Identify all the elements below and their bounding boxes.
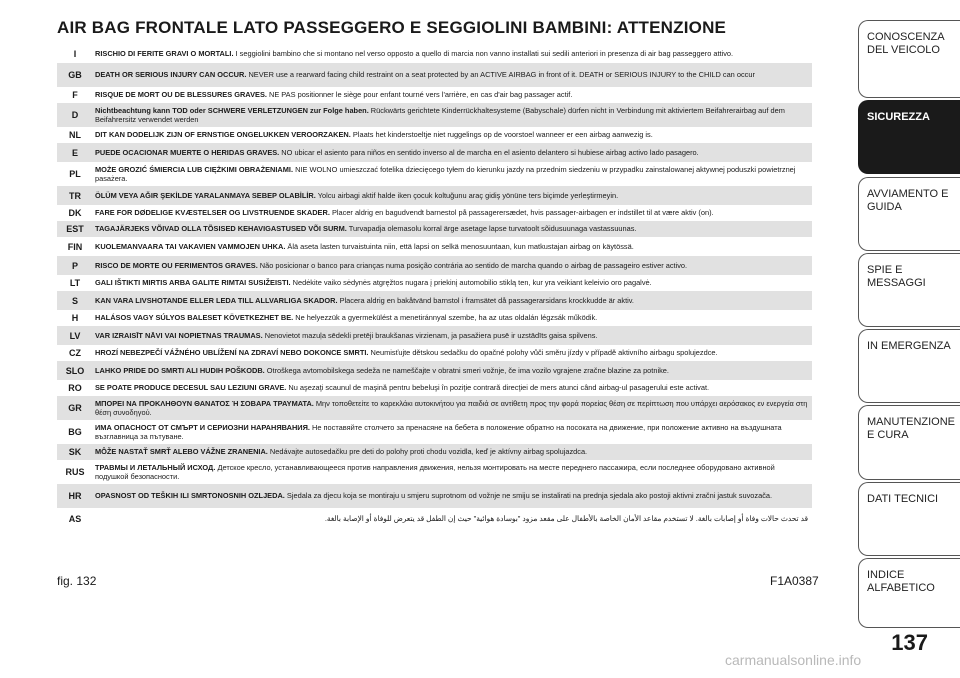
warning-body: Neumisťujte dětskou sedačku do opačné polohy vůči směru jízdy v případě aktivního airbagu spolujezdce. (368, 348, 718, 358)
warning-body: Детское кресло, устанавливающееся против направления движения, нельзя монтировать на месте переднего пассажира, если последнее оборудовано активной подушкой безопасности. (95, 462, 775, 481)
page-title: AIR BAG FRONTALE LATO PASSEGGERO E SEGGIOLINI BAMBINI: ATTENZIONE (57, 18, 727, 37)
language-code: BG (68, 427, 82, 437)
warning-headline: RISQUE DE MORT OU DE BLESSURES GRAVES. (95, 90, 267, 100)
language-code: F (72, 90, 78, 100)
chapter-tab-3[interactable]: AVVIAMENTO E GUIDA (858, 177, 960, 251)
warning-body: Sjedala za djecu koja se montiraju u smjeru suprotnom od vožnje ne smiju se instalirati na prednja sjedala ako postoji aktivni zračni jastuk suvozača. (284, 491, 773, 501)
language-code: GB (68, 70, 82, 80)
warning-body: Turvapadja olemasolu korral ärge asetage lapse turvatoolt sõidusuunaga vastassuunas. (346, 224, 637, 234)
warning-row-nl (57, 127, 812, 143)
warning-headline: ТРАВМЫ И ЛЕТАЛЬНЫЙ ИСХОД. (95, 462, 216, 472)
warning-headline: KUOLEMANVAARA TAI VAKAVIEN VAMMOJEN UHKA. (95, 241, 286, 251)
warning-text (93, 399, 812, 418)
warning-headline: RISCO DE MORTE OU FERIMENTOS GRAVES. (95, 260, 258, 270)
warning-body: Placera aldrig en bakåtvänd barnstol i framsätet då passagerarsidans krockkudde är aktiv. (337, 295, 634, 305)
warning-row-bg (57, 420, 812, 444)
warning-body: NIE WOLNO umieszczać fotelika dziecięcego tyłem do kierunku jazdy na przednim siedzeniu w przypadku zainstalowanej aktywnej poduszki powietrznej pasażera. (95, 164, 796, 183)
warning-text (93, 70, 812, 79)
chapter-tab-8[interactable]: INDICE ALFABETICO (858, 558, 960, 628)
warning-body: Μην τοποθετείτε το καρεκλάκι αυτοκινήτου για παιδιά σε αντίθετη προς την φορά πορείας θέση σε περίπτωση που υπάρχει αερόσακος εν ενεργεία στη θέση συνοδηγού. (95, 398, 808, 417)
language-code: GR (68, 403, 82, 413)
warning-body: Nu aşezaţi scaunul de maşină pentru bebeluşi în poziţie contrară direcţiei de mers atunci când airbag-ul pasagerului este activat. (286, 383, 710, 393)
language-code: CZ (69, 348, 81, 358)
warning-row-hr (57, 484, 812, 508)
warning-body: قد تحدث حالات وفاة أو إصابات بالغة. لا تستخدم مقاعد الأمان الخاصة بالأطفال على مقعد مزود "بوسادة هوائية" حيث إن الطفل قد يتعرض للوفاة أو الإصابة بالغة. (324, 514, 808, 524)
language-code: DK (68, 208, 82, 218)
chapter-tab-1[interactable]: CONOSCENZA DEL VEICOLO (858, 20, 960, 98)
language-code: AS (68, 514, 82, 524)
warning-text (93, 130, 812, 139)
warning-body: Не поставяйте столчето за пренасяне на бебета в положение обратно на посоката на движение, при положение активно на въздушната възглавница за пътуване. (95, 422, 782, 441)
warning-text (93, 224, 812, 233)
warning-text (93, 165, 812, 184)
warning-row-dk (57, 205, 812, 221)
warning-row-pl (57, 162, 812, 186)
warning-row-e (57, 143, 812, 162)
warning-row-s (57, 291, 812, 310)
language-code: I (73, 48, 77, 59)
warning-headline: DEATH OR SERIOUS INJURY CAN OCCUR. (95, 70, 247, 80)
warning-body: Nedávajte autosedačku pre deti do polohy proti chodu vozidla, keď je aktívny airbag spolujazdca. (267, 447, 588, 457)
warning-body: Não posicionar o banco para crianças numa posição contrária ao sentido de marcha quando o airbag de passageiro estiver activo. (257, 260, 688, 270)
warning-row-cz (57, 345, 812, 361)
warning-text (93, 463, 812, 482)
warning-row-tr (57, 186, 812, 205)
warning-headline: PUEDE OCACIONAR MUERTE O HERIDAS GRAVES. (95, 147, 280, 157)
language-code: FIN (67, 241, 83, 252)
warning-text (93, 278, 812, 287)
language-code: RUS (65, 467, 85, 477)
language-code: S (71, 295, 78, 306)
warning-body: NO ubicar el asiento para niños en sentido inverso al de marcha en el asiento delantero si hubiese airbag activo lado pasagero. (279, 147, 699, 157)
chapter-tab-4[interactable]: SPIE E MESSAGGI (858, 253, 960, 327)
warning-text (93, 148, 812, 157)
language-code: H (71, 313, 79, 323)
watermark: carmanualsonline.info (725, 652, 862, 668)
warning-row-fin (57, 237, 812, 256)
language-code: SLO (65, 365, 85, 376)
warning-text (93, 90, 812, 99)
warning-headline: MÔŽE NASTAŤ SMRŤ ALEBO VÁŽNE ZRANENIA. (95, 447, 268, 457)
warning-row-slo (57, 361, 812, 380)
warning-text (93, 423, 812, 442)
warning-body: Yolcu airbagi aktif halde iken çocuk koltuğunu araç gidiş yönüne ters biçimde yerleştirmeyin. (315, 190, 619, 200)
warning-headline: ÖLÜM VEYA AĞIR ŞEKİLDE YARALANMAYA SEBEP OLABİLİR. (95, 190, 316, 200)
warning-text (93, 261, 812, 270)
warning-body: Älä aseta lasten turvaistuinta niin, että lapsi on selkä menosuuntaan, kun matkustajan airbag on käytössä. (285, 241, 634, 251)
language-code: SK (68, 447, 82, 457)
warning-body: NE PAS positionner le siège pour enfant tourné vers l'arrière, en cas d'air bag passager actif. (266, 90, 573, 100)
language-code: E (71, 147, 78, 158)
language-code: PL (69, 169, 81, 179)
warning-body: Plaats het kinderstoeltje niet ruggelings op de voorstoel wanneer er een airbag aanwezig is. (350, 130, 653, 140)
warning-body: I seggiolini bambino che si montano nel verso opposto a quello di marcia non vanno installati sui sedili anteriori in presenza di air bag passeggero attivo. (233, 48, 734, 58)
warning-body: Ne helyezzük a gyermekülést a menetiránnyal szembe, ha az utas oldalán légzsák működik. (293, 313, 598, 323)
warning-row-as (57, 508, 812, 530)
warning-headline: OPASNOST OD TEŠKIH ILI SMRTONOSNIH OZLJEDA. (95, 491, 285, 501)
chapter-tabs (858, 0, 960, 678)
warning-row-d (57, 103, 812, 127)
warning-text (93, 331, 812, 340)
warning-body: Nenovietot mazuļa sēdekli pretēji braukšanas virzienam, ja pasažiera pusē ir uzstādīts gaisa spilvens. (262, 330, 598, 340)
warning-text (93, 491, 812, 500)
warning-headline: VAR IZRAISĪT NĀVI VAI NOPIETNAS TRAUMAS. (95, 330, 263, 340)
warning-headline: KAN VARA LIVSHOTANDE ELLER LEDA TILL ALLVARLIGA SKADOR. (95, 295, 338, 305)
warning-text (93, 106, 812, 125)
language-code: P (71, 260, 78, 271)
warning-table (57, 44, 812, 568)
warning-row-sk (57, 444, 812, 460)
warning-body: NEVER use a rearward facing child restraint on a seat protected by an ACTIVE AIRBAG in front of it. DEATH or SERIOUS INJURY to the CHILD can occur (246, 70, 755, 80)
language-code: HR (68, 491, 82, 501)
warning-row-h (57, 310, 812, 326)
warning-text (93, 313, 812, 322)
language-code: D (71, 110, 79, 120)
chapter-tab-7[interactable]: DATI TECNICI (858, 482, 960, 556)
warning-text (93, 383, 812, 392)
warning-headline: ИМА ОПАСНОСТ ОТ СМЪРТ И СЕРИОЗНИ НАРАНЯВАНИЯ. (95, 422, 310, 432)
warning-headline: SE POATE PRODUCE DECESUL SAU LEZIUNI GRAVE. (95, 383, 287, 393)
warning-row-est (57, 221, 812, 237)
warning-row-f (57, 87, 812, 103)
language-code: TR (69, 190, 81, 201)
warning-headline: GALI IŠTIKTI MIRTIS ARBA GALITE RIMTAI SUSIŽEISTI. (95, 278, 291, 288)
warning-text (93, 208, 812, 217)
warning-text (93, 447, 812, 456)
warning-headline: TAGAJÄRJEKS VÕIVAD OLLA TÕSISED KEHAVIGASTUSED VÕI SURM. (95, 224, 347, 234)
figure-caption: fig. 132 (57, 574, 97, 588)
warning-headline: Nichtbeachtung kann TOD oder SCHWERE VERLETZUNGEN zur Folge haben. (95, 105, 369, 115)
warning-text (93, 296, 812, 305)
page-number: 137 (891, 630, 928, 655)
warning-text (93, 514, 812, 523)
warning-row-gr (57, 396, 812, 420)
warning-body: Placer aldrig en bagudvendt barnestol på passagerersædet, hvis passager-airbagen er indstillet til at være aktiv (on). (329, 208, 714, 218)
warning-headline: FARE FOR DØDELIGE KVÆSTELSER OG LIVSTRUENDE SKADER. (95, 208, 330, 218)
warning-text (93, 49, 812, 58)
warning-body: Otroškega avtomobilskega sedeža ne nameščajte v obratni smeri vožnje, če ima vozilo vgrajene zračne blazine za potnike. (264, 365, 669, 375)
warning-text (93, 242, 812, 251)
language-code: LV (69, 330, 81, 341)
warning-row-lv (57, 326, 812, 345)
language-code: NL (69, 130, 81, 140)
warning-body: Nedėkite vaiko sėdynės atgręžtos nugara į priekinį automobilio stiklą ten, kur yra veikiant keleivio oro pagalvė. (290, 278, 652, 288)
language-code: LT (69, 278, 81, 288)
warning-headline: MOŻE GROZIĆ ŚMIERCIA LUB CIĘŻKIMI OBRAŻENIAMI. (95, 164, 294, 174)
chapter-tab-2[interactable]: SICUREZZA (858, 100, 960, 174)
warning-row-p (57, 256, 812, 275)
warning-headline: LAHKO PRIDE DO SMRTI ALI HUDIH POŠKODB. (95, 365, 265, 375)
language-code: RO (68, 383, 82, 393)
figure-code: F1A0387 (770, 574, 819, 588)
warning-row-rus (57, 460, 812, 484)
warning-row-gb (57, 63, 812, 87)
chapter-tab-6[interactable]: MANUTENZIONE E CURA (858, 405, 960, 480)
warning-row-i (57, 44, 812, 63)
warning-row-ro (57, 380, 812, 396)
warning-text (93, 348, 812, 357)
warning-headline: HALÁSOS VAGY SÚLYOS BALESET KÖVETKEZHET BE. (95, 313, 294, 323)
warning-headline: RISCHIO DI FERITE GRAVI O MORTALI. (95, 48, 234, 58)
language-code: EST (66, 224, 84, 234)
warning-headline: ΜΠΟΡΕΙ ΝΑ ΠΡΟΚΛΗΘΟΥΝ ΘΑΝΑΤΟΣ Ή ΣΟΒΑΡΑ ΤΡΑΥΜΑΤΑ. (95, 398, 314, 408)
warning-body: Rückwärts gerichtete Kinderrückhaltesysteme (Babyschale) dürfen nicht in Verbindung mit aktiviertem Beifahrerairbag auf dem Beifahrersitz verwendet werden (95, 105, 785, 124)
warning-row-lt (57, 275, 812, 291)
warning-headline: HROZÍ NEBEZPEČÍ VÁŽNÉHO UBLÍŽENÍ NA ZDRAVÍ NEBO DOKONCE SMRTI. (95, 348, 369, 358)
warning-text (93, 191, 812, 200)
warning-headline: DIT KAN DODELIJK ZIJN OF ERNSTIGE ONGELUKKEN VEROORZAKEN. (95, 130, 351, 140)
warning-text (93, 366, 812, 375)
chapter-tab-5[interactable]: IN EMERGENZA (858, 329, 960, 403)
